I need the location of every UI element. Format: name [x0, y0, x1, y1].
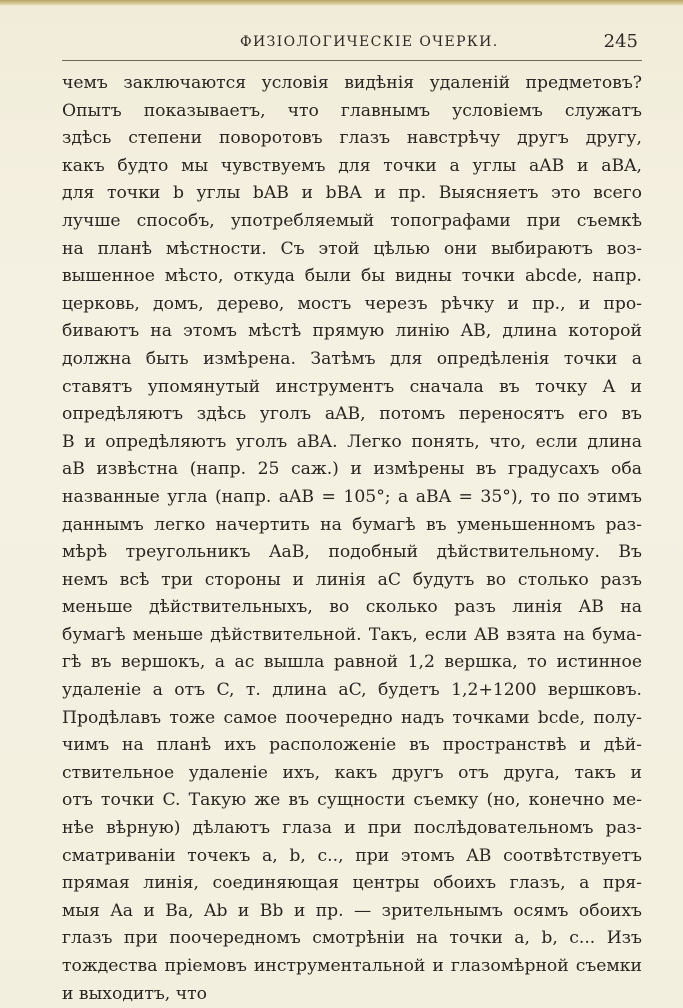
text-line: сматриваніи точекъ a, b, c.., при этомъ AB соотвѣтствуетъ — [62, 845, 642, 866]
text-line: меньше дѣйствительныхъ, во сколько разъ линія AB на — [62, 597, 642, 618]
text-line: нѣе вѣрную) дѣлаютъ глаза и при послѣдовательномъ раз- — [62, 818, 642, 839]
text-line: удаленіе a отъ C, т. длина aC, будетъ 1,2+1200 вершковъ. — [62, 680, 642, 701]
header-title: ФИЗІОЛОГИЧЕСКІЕ ОЧЕРКИ. — [240, 34, 499, 50]
text-line: немъ всѣ три стороны и линія aC будутъ во столько разъ — [62, 569, 642, 590]
text-line: даннымъ легко начертить на бумагѣ въ уменьшенномъ раз- — [62, 514, 642, 535]
text-line: опредѣляютъ здѣсь уголъ aAB, потомъ переносятъ его въ — [62, 404, 642, 425]
text-line: Опытъ показываетъ, что главнымъ условіемъ служатъ — [62, 100, 642, 121]
text-line: глазъ при поочередномъ смотрѣніи на точки a, b, c... Изъ — [62, 928, 642, 949]
text-line: мыя Aa и Ba, Ab и Bb и пр. — зрительнымъ осямъ обоихъ — [62, 900, 642, 921]
text-line: Продѣлавъ тоже самое поочередно надъ точками bcde, полу- — [62, 707, 642, 728]
text-line: здѣсь степени поворотовъ глазъ навстрѣчу другъ другу, — [62, 128, 642, 149]
text-line: чимъ на планѣ ихъ расположеніе въ пространствѣ и дѣй- — [62, 735, 642, 756]
page-number: 245 — [603, 31, 638, 52]
text-line: лучше способъ, употребляемый топографами при съемкѣ — [62, 210, 642, 231]
text-line: отъ точки C. Такую же въ сущности съемку (но, конечно ме- — [62, 790, 642, 811]
text-line: церковь, домъ, дерево, мостъ черезъ рѣчку и пр., и про- — [62, 293, 642, 314]
text-line: тождества пріемовъ инструментальной и глазомѣрной съемки — [62, 956, 642, 976]
header-rule — [62, 60, 642, 61]
text-line: какъ будто мы чувствуемъ для точки a углы aAB и aBA, — [62, 155, 642, 176]
text-line: чемъ заключаются условія видѣнія удаленій предметовъ? — [62, 73, 642, 93]
text-line: вышенное мѣсто, откуда были бы видны точки abcde, напр. — [62, 266, 642, 287]
text-line: названные угла (напр. aAB = 105°; a aBA = 35°), то по этимъ — [62, 486, 642, 507]
text-line: бумагѣ меньше дѣйствительной. Такъ, если AB взята на бума- — [62, 624, 642, 645]
text-line: биваютъ на этомъ мѣстѣ прямую линію AB, длина которой — [62, 321, 642, 342]
text-line: и выходитъ, что — [62, 983, 207, 1004]
running-header — [62, 30, 642, 56]
page-top-edge — [0, 0, 683, 6]
text-line: должна быть измѣрена. Затѣмъ для опредѣленія точки a — [62, 348, 642, 369]
text-line: гѣ въ вершокъ, а ac вышла равной 1,2 вершка, то истинное — [62, 652, 642, 673]
text-line: для точки b углы bAB и bBA и пр. Выясняетъ это всего — [62, 183, 642, 204]
text-line: aB извѣстна (напр. 25 саж.) и измѣрены въ градусахъ оба — [62, 459, 642, 480]
text-line: B и опредѣляютъ уголъ aBA. Легко понять, что, если длина — [62, 431, 642, 452]
text-line: мѣрѣ треугольникъ AaB, подобный дѣйствительному. Въ — [62, 542, 642, 563]
text-line: ствительное удаленіе ихъ, какъ другъ отъ друга, такъ и — [62, 762, 642, 783]
text-line: на планѣ мѣстности. Съ этой цѣлью они выбираютъ воз- — [62, 238, 642, 259]
text-line: прямая линія, соединяющая центры обоихъ глазъ, а пря- — [62, 873, 642, 894]
text-line: ставятъ упомянутый инструментъ сначала въ точку A и — [62, 376, 642, 397]
body-text — [62, 70, 642, 1008]
